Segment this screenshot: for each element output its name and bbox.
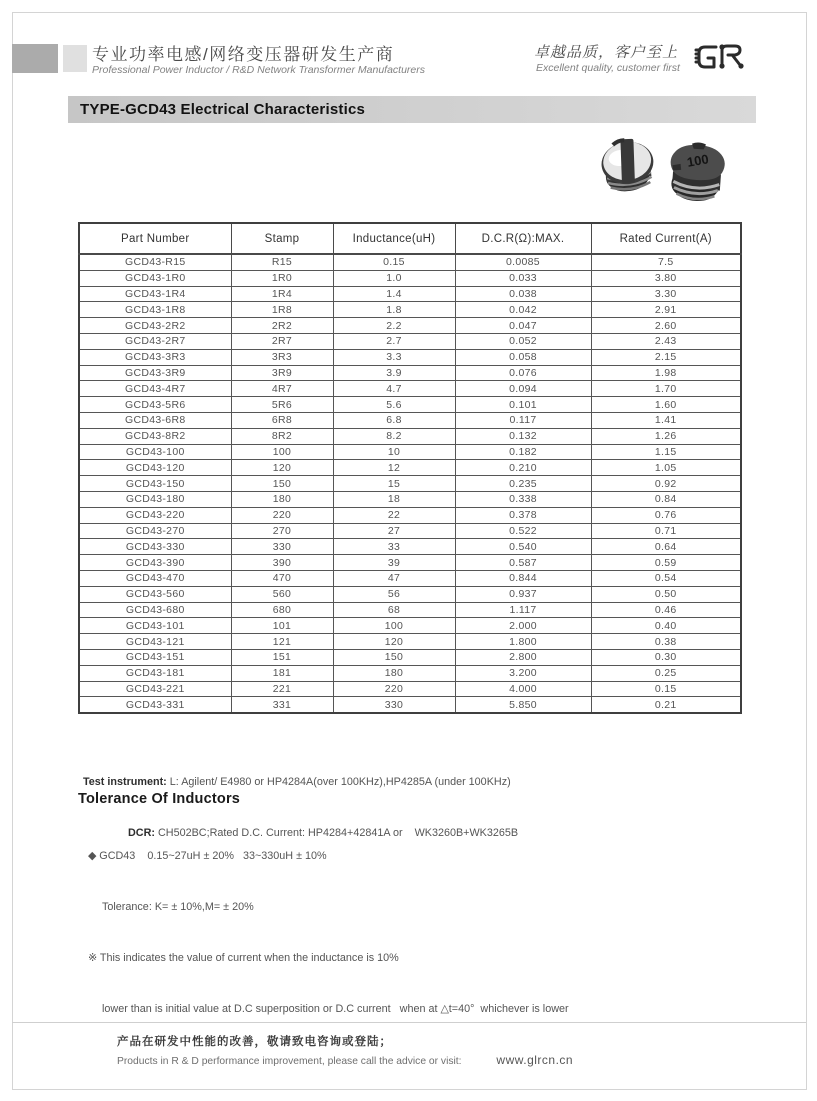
table-row bbox=[79, 349, 741, 365]
table-cell: 0.50 bbox=[591, 586, 741, 602]
table-cell: 3.80 bbox=[591, 270, 741, 286]
table-cell: 12 bbox=[333, 460, 455, 476]
table-cell: 1R8 bbox=[231, 302, 333, 318]
page-title: TYPE-GCD43 Electrical Characteristics bbox=[80, 101, 366, 118]
table-cell: GCD43-220 bbox=[79, 507, 231, 523]
table-row bbox=[79, 697, 741, 713]
table-cell: GCD43-R15 bbox=[79, 254, 231, 270]
table-cell: 100 bbox=[231, 444, 333, 460]
table-cell: GCD43-2R2 bbox=[79, 318, 231, 334]
table-cell: 0.15 bbox=[333, 254, 455, 270]
table-cell: 180 bbox=[231, 491, 333, 507]
table-row bbox=[79, 665, 741, 681]
table-cell: GCD43-5R6 bbox=[79, 397, 231, 413]
table-cell: 0.0085 bbox=[455, 254, 591, 270]
table-cell: 120 bbox=[231, 460, 333, 476]
table-cell: GCD43-3R9 bbox=[79, 365, 231, 381]
table-cell: 680 bbox=[231, 602, 333, 618]
table-cell: 1.15 bbox=[591, 444, 741, 460]
table-row bbox=[79, 602, 741, 618]
table-cell: 101 bbox=[231, 618, 333, 634]
table-cell: 330 bbox=[231, 539, 333, 555]
inductor-photo-left bbox=[596, 135, 660, 210]
table-cell: 0.052 bbox=[455, 333, 591, 349]
table-cell: 0.54 bbox=[591, 570, 741, 586]
table-cell: 0.15 bbox=[591, 681, 741, 697]
col-header-dcr: D.C.R(Ω):MAX. bbox=[455, 223, 591, 254]
table-cell: 56 bbox=[333, 586, 455, 602]
table-row bbox=[79, 302, 741, 318]
table-cell: 2.15 bbox=[591, 349, 741, 365]
table-cell: 0.59 bbox=[591, 555, 741, 571]
table-cell: 10 bbox=[333, 444, 455, 460]
table-cell: 0.117 bbox=[455, 412, 591, 428]
col-header-stamp: Stamp bbox=[231, 223, 333, 254]
table-cell: 0.25 bbox=[591, 665, 741, 681]
glr-logo-icon bbox=[692, 38, 750, 89]
inductor-marking: 100 bbox=[685, 151, 710, 170]
table-cell: 221 bbox=[231, 681, 333, 697]
diamond-bullet-icon: ◆ bbox=[88, 850, 97, 862]
table-cell: 0.338 bbox=[455, 491, 591, 507]
table-cell: 0.46 bbox=[591, 602, 741, 618]
table-cell: 22 bbox=[333, 507, 455, 523]
section-title-bar bbox=[68, 96, 756, 123]
table-cell: 560 bbox=[231, 586, 333, 602]
table-cell: 68 bbox=[333, 602, 455, 618]
table-cell: GCD43-560 bbox=[79, 586, 231, 602]
table-cell: 181 bbox=[231, 665, 333, 681]
table-cell: GCD43-101 bbox=[79, 618, 231, 634]
table-cell: 1.60 bbox=[591, 397, 741, 413]
table-cell: GCD43-100 bbox=[79, 444, 231, 460]
table-row bbox=[79, 428, 741, 444]
table-cell: 18 bbox=[333, 491, 455, 507]
table-cell: 0.30 bbox=[591, 649, 741, 665]
table-cell: 0.540 bbox=[455, 539, 591, 555]
table-cell: 1.05 bbox=[591, 460, 741, 476]
table-cell: 0.71 bbox=[591, 523, 741, 539]
table-cell: 331 bbox=[231, 697, 333, 713]
col-header-part-number: Part Number bbox=[79, 223, 231, 254]
table-row bbox=[79, 365, 741, 381]
table-row bbox=[79, 681, 741, 697]
table-cell: 0.058 bbox=[455, 349, 591, 365]
table-cell: 7.5 bbox=[591, 254, 741, 270]
table-cell: 0.101 bbox=[455, 397, 591, 413]
table-cell: 4.000 bbox=[455, 681, 591, 697]
table-row bbox=[79, 460, 741, 476]
table-cell: GCD43-6R8 bbox=[79, 412, 231, 428]
table-cell: 2.43 bbox=[591, 333, 741, 349]
table-cell: 220 bbox=[231, 507, 333, 523]
table-cell: 2.2 bbox=[333, 318, 455, 334]
table-cell: 1.0 bbox=[333, 270, 455, 286]
table-cell: 0.937 bbox=[455, 586, 591, 602]
slogan-en: Excellent quality, customer first bbox=[536, 62, 680, 74]
reference-mark-icon: ※ bbox=[88, 952, 98, 964]
table-cell: GCD43-1R8 bbox=[79, 302, 231, 318]
header-accent-dark-square bbox=[12, 44, 58, 73]
table-cell: 0.210 bbox=[455, 460, 591, 476]
table-cell: 2R7 bbox=[231, 333, 333, 349]
table-cell: 1.117 bbox=[455, 602, 591, 618]
table-cell: 2.800 bbox=[455, 649, 591, 665]
table-cell: GCD43-151 bbox=[79, 649, 231, 665]
website-link[interactable]: www.glrcn.cn bbox=[496, 1053, 574, 1067]
table-cell: GCD43-8R2 bbox=[79, 428, 231, 444]
table-cell: 0.92 bbox=[591, 476, 741, 492]
table-cell: 0.844 bbox=[455, 570, 591, 586]
table-cell: 180 bbox=[333, 665, 455, 681]
table-cell: 0.587 bbox=[455, 555, 591, 571]
table-cell: 0.042 bbox=[455, 302, 591, 318]
company-tagline-zh: 专业功率电感/网络变压器研发生产商 bbox=[92, 45, 395, 64]
table-cell: 151 bbox=[231, 649, 333, 665]
table-cell: 27 bbox=[333, 523, 455, 539]
table-row bbox=[79, 333, 741, 349]
table-cell: 3.3 bbox=[333, 349, 455, 365]
table-row bbox=[79, 570, 741, 586]
table-row bbox=[79, 270, 741, 286]
table-header-row bbox=[79, 223, 741, 254]
table-cell: 330 bbox=[333, 697, 455, 713]
table-cell: GCD43-150 bbox=[79, 476, 231, 492]
table-cell: 0.094 bbox=[455, 381, 591, 397]
table-cell: 0.235 bbox=[455, 476, 591, 492]
table-cell: 1.98 bbox=[591, 365, 741, 381]
table-cell: GCD43-1R0 bbox=[79, 270, 231, 286]
footer-en: Products in R & D performance improvement, please call the advice or visit: bbox=[117, 1056, 462, 1067]
table-cell: 2.60 bbox=[591, 318, 741, 334]
table-cell: 1.4 bbox=[333, 286, 455, 302]
slogan-zh: 卓越品质，客户至上 bbox=[534, 44, 679, 61]
table-cell: 2.000 bbox=[455, 618, 591, 634]
footer bbox=[117, 1033, 573, 1067]
table-row bbox=[79, 555, 741, 571]
table-cell: GCD43-1R4 bbox=[79, 286, 231, 302]
table-cell: 0.40 bbox=[591, 618, 741, 634]
note-text-dcr: CH502BC;Rated D.C. Current: HP4284+42841A or WK3260B+WK3265B bbox=[155, 827, 519, 839]
table-row bbox=[79, 412, 741, 428]
table-cell: GCD43-330 bbox=[79, 539, 231, 555]
table-cell: 8.2 bbox=[333, 428, 455, 444]
table-cell: 2.7 bbox=[333, 333, 455, 349]
table-row bbox=[79, 381, 741, 397]
table-cell: 0.076 bbox=[455, 365, 591, 381]
tolerance-codes: Tolerance: K= ± 10%,M= ± 20% bbox=[102, 901, 254, 913]
table-row bbox=[79, 523, 741, 539]
table-cell: 150 bbox=[333, 649, 455, 665]
table-cell: 1.26 bbox=[591, 428, 741, 444]
table-cell: 6.8 bbox=[333, 412, 455, 428]
table-cell: 0.21 bbox=[591, 697, 741, 713]
table-row bbox=[79, 318, 741, 334]
table-cell: 3.200 bbox=[455, 665, 591, 681]
note-label-test-instrument: Test instrument: bbox=[83, 776, 167, 788]
note-label-dcr: DCR: bbox=[128, 827, 155, 839]
table-cell: GCD43-3R3 bbox=[79, 349, 231, 365]
table-cell: 4R7 bbox=[231, 381, 333, 397]
table-cell: 3.30 bbox=[591, 286, 741, 302]
table-cell: 0.378 bbox=[455, 507, 591, 523]
table-cell: R15 bbox=[231, 254, 333, 270]
table-cell: 0.76 bbox=[591, 507, 741, 523]
table-cell: 5R6 bbox=[231, 397, 333, 413]
table-cell: 1.41 bbox=[591, 412, 741, 428]
table-cell: GCD43-270 bbox=[79, 523, 231, 539]
table-cell: 15 bbox=[333, 476, 455, 492]
tolerance-note-2: lower than is initial value at D.C superposition or D.C current when at △t=40° whichever is lower bbox=[102, 1003, 569, 1015]
table-cell: 1.800 bbox=[455, 634, 591, 650]
table-cell: 100 bbox=[333, 618, 455, 634]
table-cell: GCD43-221 bbox=[79, 681, 231, 697]
electrical-characteristics-table bbox=[78, 222, 742, 714]
table-cell: 1.8 bbox=[333, 302, 455, 318]
table-cell: GCD43-390 bbox=[79, 555, 231, 571]
table-cell: 1R0 bbox=[231, 270, 333, 286]
table-row bbox=[79, 649, 741, 665]
footer-zh: 产品在研发中性能的改善，敬请致电咨询或登陆； bbox=[117, 1036, 392, 1048]
table-row bbox=[79, 476, 741, 492]
table-cell: 0.047 bbox=[455, 318, 591, 334]
table-row bbox=[79, 539, 741, 555]
table-row bbox=[79, 444, 741, 460]
table-cell: GCD43-331 bbox=[79, 697, 231, 713]
table-cell: 1R4 bbox=[231, 286, 333, 302]
table-row bbox=[79, 491, 741, 507]
table-row bbox=[79, 254, 741, 270]
table-cell: 0.038 bbox=[455, 286, 591, 302]
table-row bbox=[79, 618, 741, 634]
footer-divider bbox=[12, 1022, 806, 1023]
table-cell: 4.7 bbox=[333, 381, 455, 397]
table-cell: GCD43-121 bbox=[79, 634, 231, 650]
table-row bbox=[79, 586, 741, 602]
tolerance-heading: Tolerance Of Inductors bbox=[78, 791, 241, 807]
table-cell: 270 bbox=[231, 523, 333, 539]
table-cell: 8R2 bbox=[231, 428, 333, 444]
table-cell: GCD43-680 bbox=[79, 602, 231, 618]
col-header-inductance: Inductance(uH) bbox=[333, 223, 455, 254]
table-cell: 0.522 bbox=[455, 523, 591, 539]
table-cell: 0.033 bbox=[455, 270, 591, 286]
table-row bbox=[79, 397, 741, 413]
table-cell: 1.70 bbox=[591, 381, 741, 397]
table-cell: 0.182 bbox=[455, 444, 591, 460]
table-cell: GCD43-4R7 bbox=[79, 381, 231, 397]
table-cell: GCD43-181 bbox=[79, 665, 231, 681]
table-cell: 39 bbox=[333, 555, 455, 571]
table-cell: 390 bbox=[231, 555, 333, 571]
table-cell: 0.64 bbox=[591, 539, 741, 555]
table-cell: 3.9 bbox=[333, 365, 455, 381]
table-cell: 0.38 bbox=[591, 634, 741, 650]
company-tagline-en: Professional Power Inductor / R&D Network Transformer Manufacturers bbox=[92, 64, 426, 76]
table-cell: 3R3 bbox=[231, 349, 333, 365]
table-cell: 2.91 bbox=[591, 302, 741, 318]
table-cell: 0.132 bbox=[455, 428, 591, 444]
table-cell: 0.84 bbox=[591, 491, 741, 507]
table-cell: 3R9 bbox=[231, 365, 333, 381]
table-cell: 6R8 bbox=[231, 412, 333, 428]
table-cell: 33 bbox=[333, 539, 455, 555]
header-accent-light-square bbox=[63, 45, 87, 72]
table-cell: 5.850 bbox=[455, 697, 591, 713]
table-cell: 120 bbox=[333, 634, 455, 650]
table-cell: 2R2 bbox=[231, 318, 333, 334]
col-header-rated-current: Rated Current(A) bbox=[591, 223, 741, 254]
table-row bbox=[79, 634, 741, 650]
table-row bbox=[79, 286, 741, 302]
table-cell: 150 bbox=[231, 476, 333, 492]
table-cell: 470 bbox=[231, 570, 333, 586]
tolerance-range: GCD43 0.15~27uH ± 20% 33~330uH ± 10% bbox=[96, 850, 327, 862]
table-cell: 121 bbox=[231, 634, 333, 650]
tolerance-note-1: This indicates the value of current when the inductance is 10% bbox=[97, 952, 399, 964]
note-text-l: L: Agilent/ E4980 or HP4284A(over 100KHz),HP4285A (under 100KHz) bbox=[166, 776, 511, 788]
table-cell: 220 bbox=[333, 681, 455, 697]
tolerance-body bbox=[88, 816, 569, 1052]
inductor-photo-right bbox=[660, 139, 734, 216]
table-cell: GCD43-2R7 bbox=[79, 333, 231, 349]
table-cell: GCD43-120 bbox=[79, 460, 231, 476]
table-cell: 5.6 bbox=[333, 397, 455, 413]
table-cell: GCD43-180 bbox=[79, 491, 231, 507]
table-cell: 47 bbox=[333, 570, 455, 586]
table-row bbox=[79, 507, 741, 523]
table-cell: GCD43-470 bbox=[79, 570, 231, 586]
